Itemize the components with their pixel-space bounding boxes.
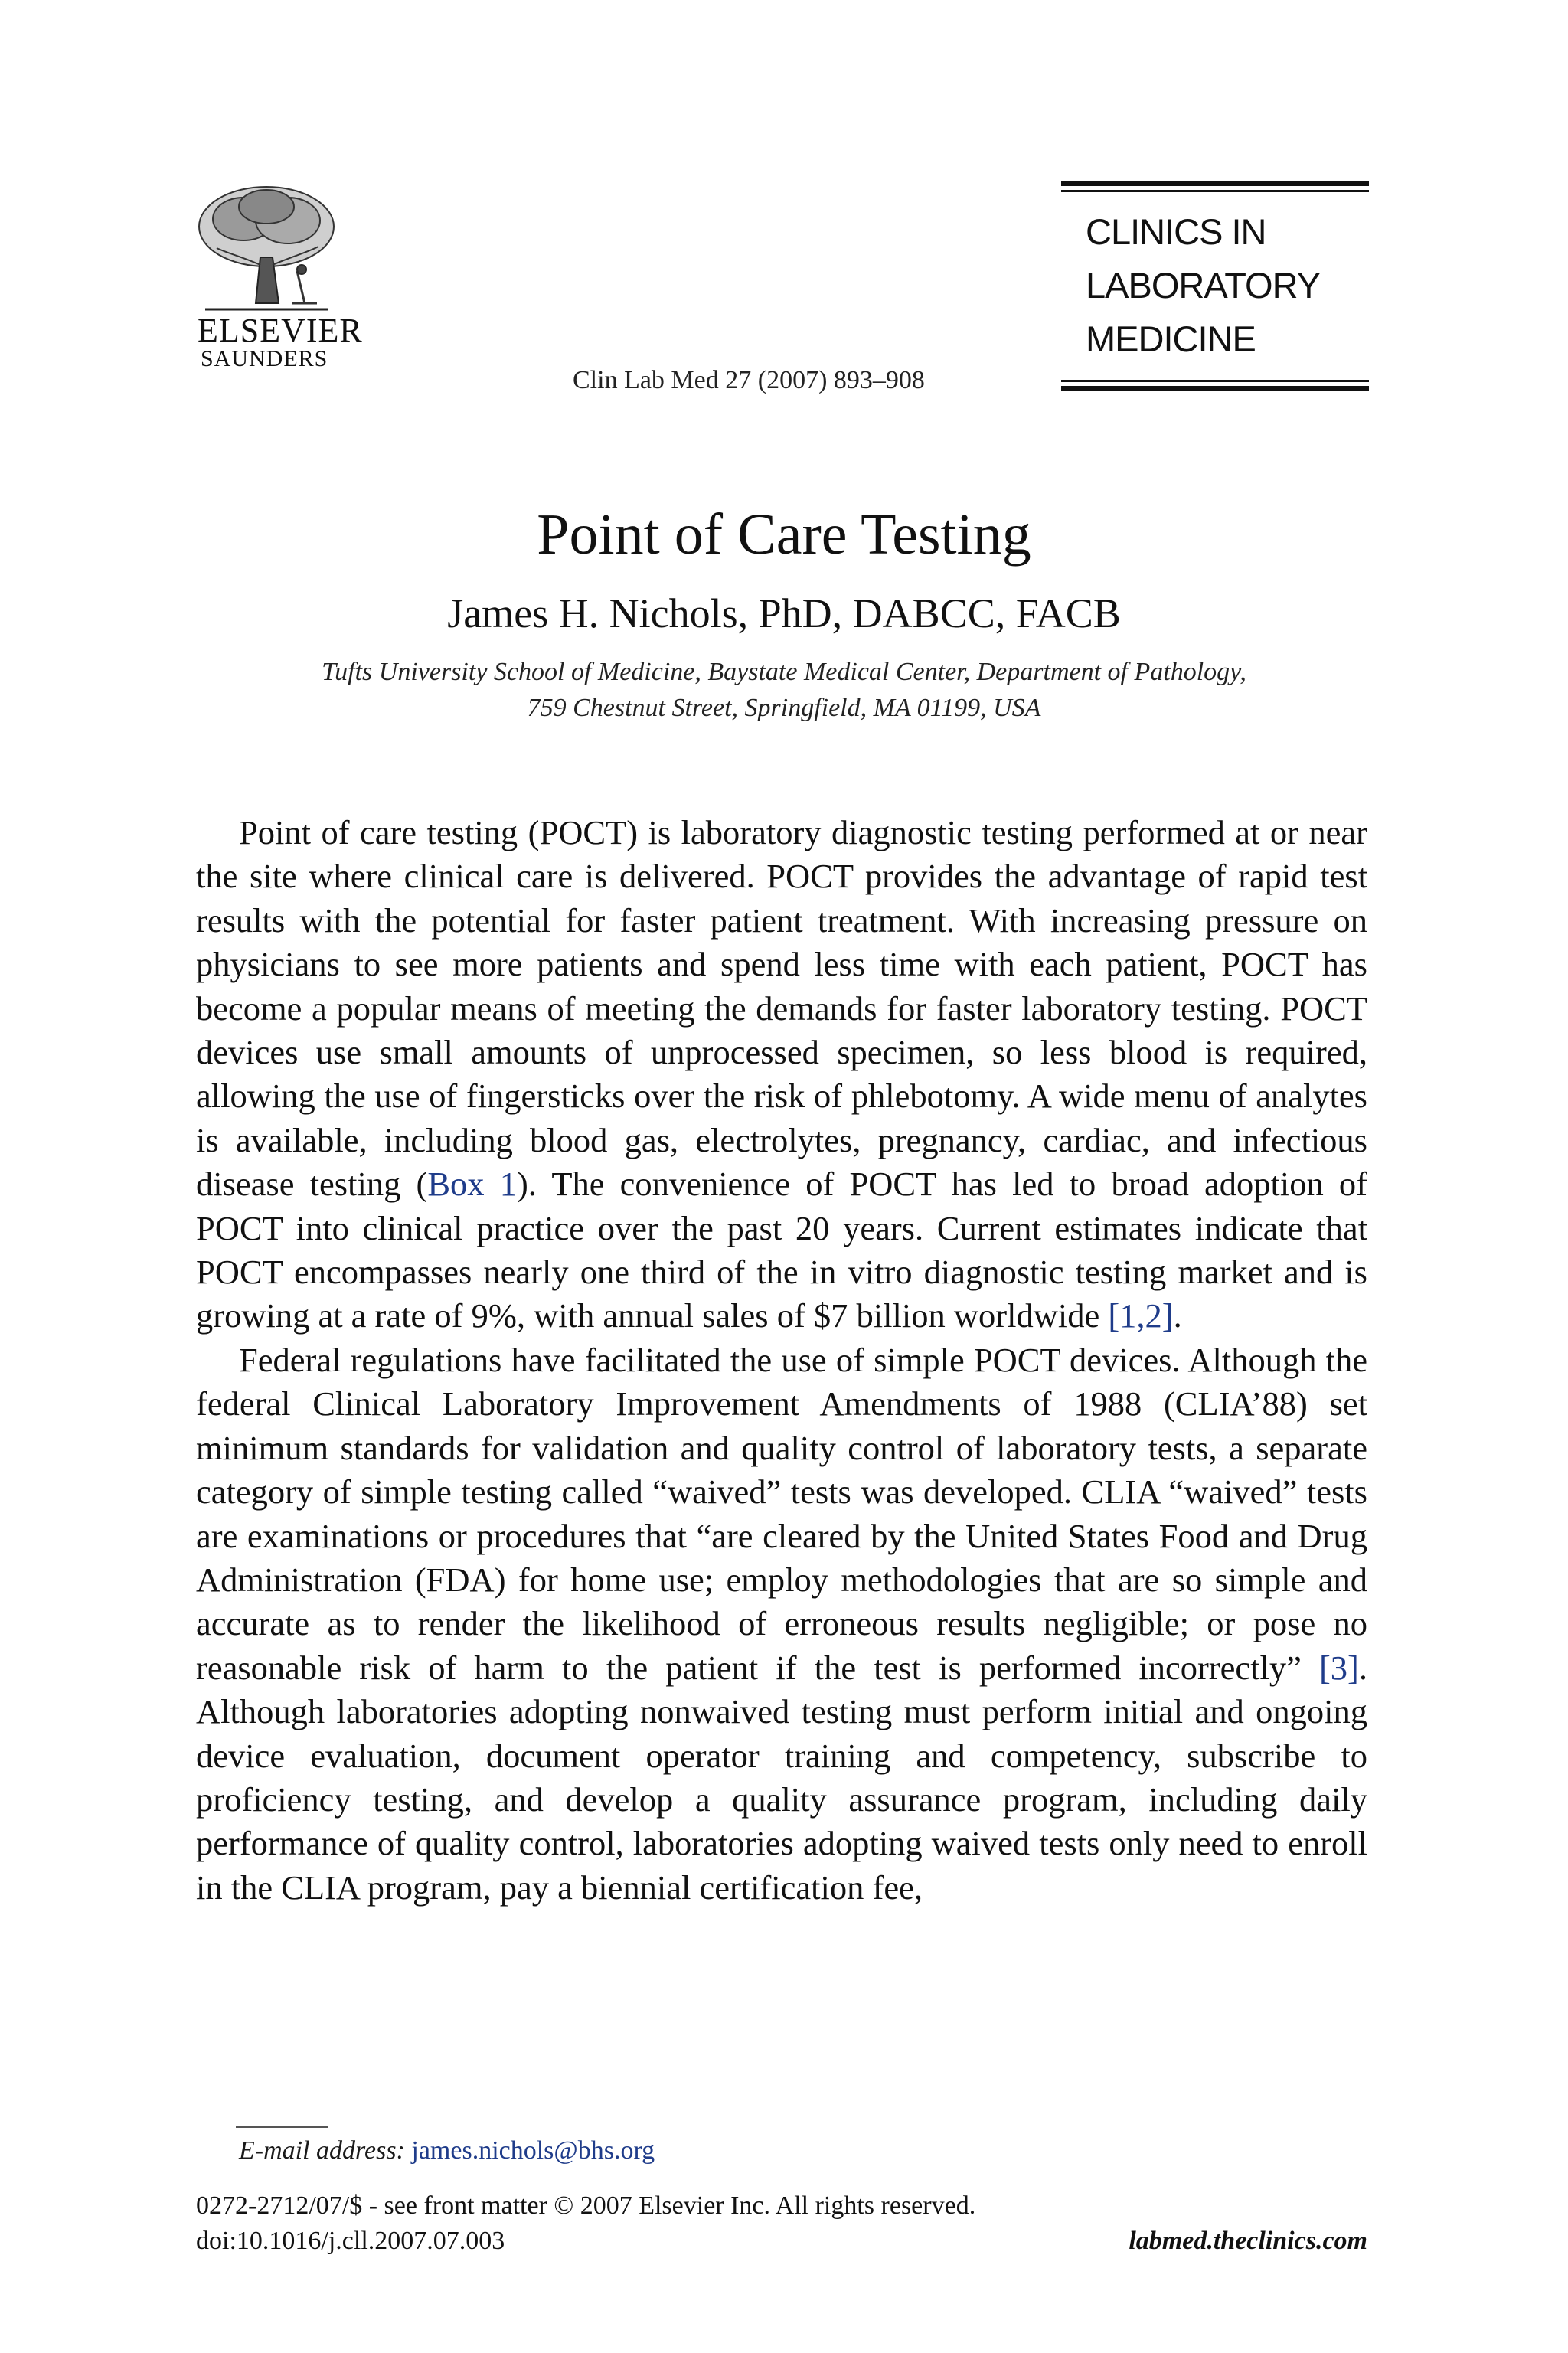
paragraph-text: . Although laboratories adopting nonwaived testing must perform initial and ongoing device evaluation, document operator training and competency, subscribe to proficiency testing, and develop a quality assurance program, including daily performance of quality control, laboratories adopting waived tests only need to enroll in the CLIA program, pay a biennial certification fee, — [196, 1648, 1367, 1907]
doi-line: doi:10.1016/j.cll.2007.07.003 — [196, 2227, 505, 2255]
affiliation-line: Tufts University School of Medicine, Baystate Medical Center, Department of Pathology, — [322, 658, 1246, 686]
body-paragraph — [196, 811, 1367, 1338]
journal-title-box — [1061, 181, 1369, 391]
publisher-name: ELSEVIER — [198, 312, 363, 349]
footnote-divider — [236, 2126, 328, 2128]
paragraph-text: . — [1173, 1296, 1182, 1335]
body-paragraph — [196, 1338, 1367, 1910]
reference-link[interactable]: [1,2] — [1108, 1296, 1174, 1335]
top-thick-rule — [1061, 181, 1369, 186]
author-name: James H. Nichols, PhD, DABCC, FACB — [447, 590, 1121, 636]
paragraph-text: Point of care testing (POCT) is laboratory diagnostic testing performed at or near the site where clinical care is delivered. POCT provides the advantage of rapid test results with the potential for faster patient treatment. With increasing pressure on physicians to see more patients and spend less time with each patient, POCT has become a popular means of meeting the demands for faster laboratory testing. POCT devices use small amounts of unprocessed specimen, so less blood is required, allowing the use of fingersticks over the risk of phlebotomy. A wide menu of analytes is available, including blood gas, electrolytes, pregnancy, cardiac, and infectious disease testing ( — [196, 813, 1367, 1204]
footnote — [239, 2132, 655, 2169]
paragraph-text: ). The convenience of POCT has led to broad adoption of POCT into clinical practice over the past 20 years. Current estimates indicate that POCT encompasses nearly one third of the in vitro diagnostic testing market and is growing at a rate of 9%, with annual sales of $7 billion worldwide — [196, 1165, 1367, 1335]
bottom-thin-rule — [1061, 380, 1369, 382]
journal-website[interactable]: labmed.theclinics.com — [1129, 2227, 1367, 2255]
article-title: Point of Care Testing — [537, 502, 1031, 567]
copyright-line: 0272-2712/07/$ - see front matter © 2007 Elsevier Inc. All rights reserved. — [196, 2191, 976, 2220]
journal-title-line: MEDICINE — [1086, 319, 1256, 359]
publisher-imprint: SAUNDERS — [201, 346, 328, 371]
journal-title-line: LABORATORY — [1086, 265, 1321, 306]
paragraph-text: Federal regulations have facilitated the use of simple POCT devices. Although the federal Clinical Laboratory Improvement Amendments of 1988 (CLIA’88) set minimum standards for validation and quality control of laboratory tests, a separate category of simple testing called “waived” tests was developed. CLIA “waived” tests are examinations or procedures that “are cleared by the United States Food and Drug Administration (FDA) for home use; employ methodologies that are so simple and accurate as to render the likelihood of erroneous results negligible; or pose no reasonable risk of harm to the patient if the test is performed incorrectly” — [196, 1340, 1367, 1687]
tree-emblem-icon — [190, 181, 343, 319]
top-thin-rule — [1061, 190, 1369, 192]
journal-citation: Clin Lab Med 27 (2007) 893–908 — [573, 366, 925, 394]
bottom-thick-rule — [1061, 386, 1369, 391]
publisher-logo — [190, 181, 363, 372]
email-link[interactable]: james.nichols@bhs.org — [411, 2136, 655, 2165]
journal-title — [1086, 205, 1320, 366]
box-1-link[interactable]: Box 1 — [427, 1165, 517, 1204]
affiliation-line: 759 Chestnut Street, Springfield, MA 01199, USA — [527, 694, 1041, 722]
reference-link[interactable]: [3] — [1318, 1648, 1359, 1687]
article-body — [196, 811, 1367, 1910]
journal-title-line: CLINICS IN — [1086, 211, 1266, 252]
author-affiliation — [153, 654, 1415, 726]
email-label: E-mail address: — [239, 2136, 405, 2165]
